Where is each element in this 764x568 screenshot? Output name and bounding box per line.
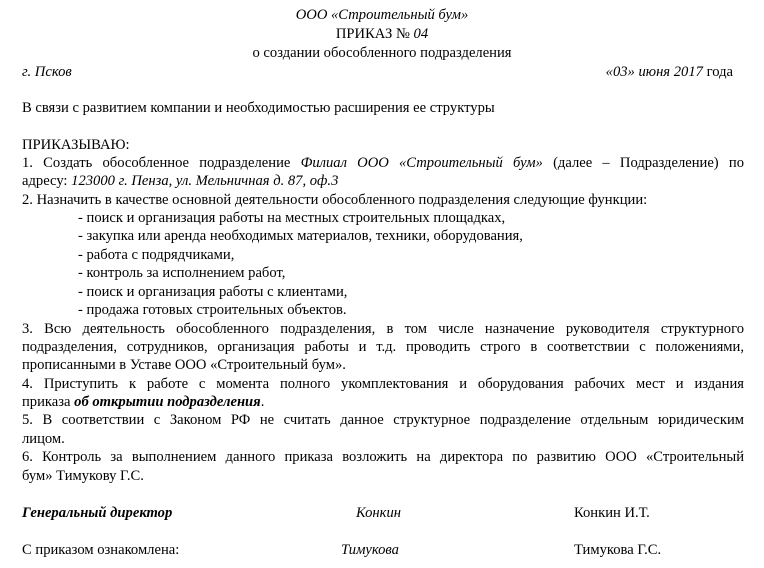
- function-item: - продажа готовых строительных объектов.: [78, 302, 347, 318]
- item-3-line-3: прописанными в Уставе ООО «Строительный бум».: [22, 357, 346, 373]
- item-1-address-label: адресу:: [22, 173, 72, 189]
- date-day: «03»: [605, 64, 635, 80]
- order-title-prefix: ПРИКАЗ №: [335, 26, 414, 42]
- director-signature: Конкин: [356, 505, 402, 521]
- item-1-text-c: (далее – Подразделение) по: [542, 155, 744, 171]
- acknowledgement-signature: Тимукова: [341, 542, 399, 558]
- director-title: [22, 504, 172, 522]
- item-5-line-2: лицом.: [22, 431, 65, 447]
- director-title-text: Генеральный директор: [22, 505, 173, 521]
- date-year: 2017: [673, 64, 703, 80]
- item-5-line-1: 5. В соответствии с Законом РФ не считать данное структурное подразделение отдельным юридическим: [22, 412, 744, 428]
- item-3-line-2: подразделения, сотрудников, организация работы и т.д. проводить строго в соответствии с положениями,: [22, 339, 744, 355]
- function-item: - поиск и организация работы с клиентами,: [78, 284, 348, 300]
- order-number: 04: [413, 26, 429, 42]
- date-year-suffix: года: [702, 64, 733, 80]
- acknowledgement-label: С приказом ознакомлена:: [22, 542, 180, 558]
- order-date: [606, 63, 733, 81]
- item-4-text-a: приказа: [22, 394, 75, 410]
- item-1-line-2: [22, 172, 338, 190]
- preamble: В связи с развитием компании и необходимостью расширения ее структуры: [22, 100, 495, 116]
- item-1-text-a: 1. Создать обособленное подразделение: [22, 155, 301, 171]
- item-4-text-c: .: [260, 394, 265, 410]
- director-name: Конкин И.Т.: [574, 505, 650, 521]
- date-month: июня: [634, 64, 674, 80]
- function-item: - работа с подрядчиками,: [78, 247, 235, 263]
- function-item: - поиск и организация работы на местных строительных площадках,: [78, 210, 506, 226]
- function-item: - контроль за исполнением работ,: [78, 265, 286, 281]
- item-1-branch-name: Филиал ООО «Строительный бум»: [300, 155, 543, 171]
- item-6-line-2: бум» Тимукову Г.С.: [22, 468, 144, 484]
- item-1-line-1: [22, 154, 744, 172]
- order-subject: о создании обособленного подразделения: [252, 45, 512, 61]
- item-2-intro: 2. Назначить в качестве основной деятельности обособленного подразделения следующие функции:: [22, 192, 648, 208]
- item-4-order-name: об открытии подразделения: [74, 394, 261, 410]
- acknowledgement-name: Тимукова Г.С.: [574, 542, 662, 558]
- city: г. Псков: [22, 64, 72, 80]
- item-3-line-1: 3. Всю деятельность обособленного подразделения, в том числе назначение руководителя структурного: [22, 321, 744, 337]
- item-6-line-1: 6. Контроль за выполнением данного приказа возложить на директора по развитию ООО «Строительный: [22, 449, 744, 465]
- item-4-line-1: 4. Приступить к работе с момента полного укомплектования и оборудования рабочих мест и издания: [22, 376, 744, 392]
- function-item: - закупка или аренда необходимых материалов, техники, оборудования,: [78, 228, 523, 244]
- company-name: ООО «Строительный бум»: [295, 7, 469, 23]
- item-4-line-2: [22, 393, 264, 411]
- item-1-address: 123000 г. Пенза, ул. Мельничная д. 87, оф.3: [71, 173, 339, 189]
- order-word: ПРИКАЗЫВАЮ:: [22, 137, 130, 153]
- order-title: [0, 25, 764, 43]
